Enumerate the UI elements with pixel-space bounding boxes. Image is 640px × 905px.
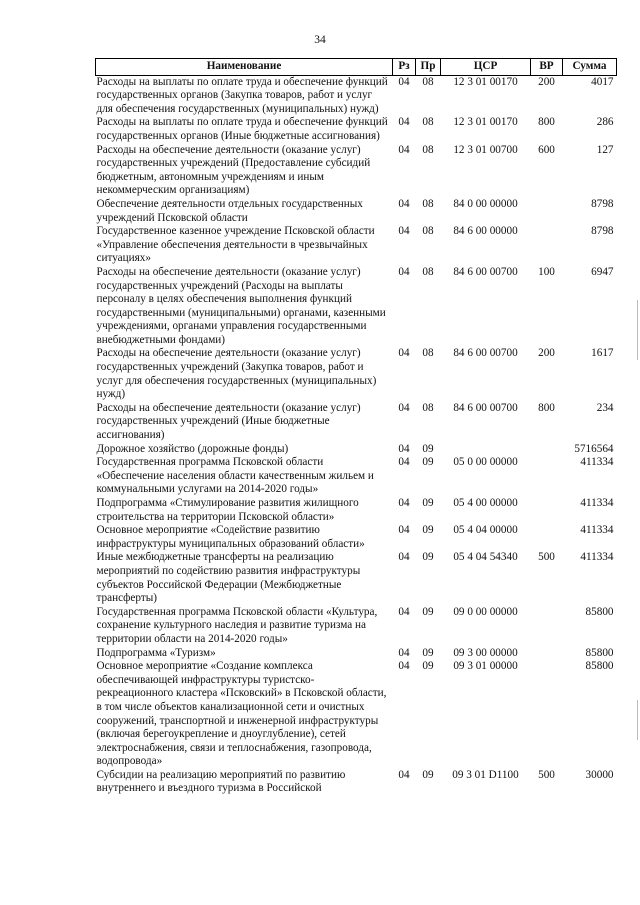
cell-sum: 8798 bbox=[591, 197, 614, 210]
scan-edge-mark bbox=[637, 300, 638, 360]
cell-name: Основное мероприятие «Создание комплекса обеспечивающей инфраструктуры туристско-рекреационного кластера «Псковский» в Псковской области, в том числе объектов канализационной сети и очистных сооружений, транспортной и инженерной инфраструктуры (включая берегоукрепление и дноуглубление), сетей электроснабжения, связи и теплоснабжения, газопровода, водопровода» bbox=[96, 660, 387, 768]
header-pr: Пр bbox=[416, 59, 441, 76]
table-row bbox=[96, 524, 617, 551]
table-row bbox=[96, 443, 617, 457]
cell-sum: 85800 bbox=[585, 646, 614, 659]
cell-pr: 08 bbox=[422, 347, 434, 360]
cell-csr: 09 3 01 D1100 bbox=[452, 768, 519, 781]
cell-csr: 05 4 00 00000 bbox=[453, 497, 518, 509]
cell-rz: 04 bbox=[398, 646, 410, 659]
cell-name: Дорожное хозяйство (дорожные фонды) bbox=[96, 442, 289, 455]
cell-pr: 08 bbox=[422, 265, 434, 278]
cell-pr: 09 bbox=[422, 768, 434, 781]
cell-rz: 04 bbox=[398, 197, 410, 210]
cell-csr: 84 6 00 00700 bbox=[453, 265, 518, 278]
cell-csr: 12 3 01 00700 bbox=[453, 143, 518, 156]
table-row bbox=[96, 198, 617, 225]
cell-rz: 04 bbox=[398, 768, 410, 781]
cell-vr bbox=[531, 456, 563, 497]
cell-rz: 04 bbox=[398, 660, 410, 673]
scan-edge-mark bbox=[637, 700, 638, 740]
cell-sum: 30000 bbox=[585, 768, 614, 781]
cell-sum: 411334 bbox=[580, 524, 614, 537]
table-row bbox=[96, 456, 617, 497]
cell-name: Субсидии на реализацию мероприятий по развитию внутреннего и въездного туризма в Российской bbox=[96, 768, 346, 795]
cell-csr: 84 6 00 00700 bbox=[453, 401, 518, 414]
cell-pr: 09 bbox=[422, 551, 434, 564]
cell-vr bbox=[531, 660, 563, 769]
cell-vr: 200 bbox=[538, 75, 555, 88]
cell-sum: 234 bbox=[596, 401, 614, 414]
cell-csr bbox=[441, 443, 531, 457]
cell-pr: 08 bbox=[422, 197, 434, 210]
cell-pr: 08 bbox=[422, 116, 434, 129]
cell-pr: 08 bbox=[422, 401, 434, 414]
table-row bbox=[96, 266, 617, 348]
cell-vr bbox=[531, 497, 563, 524]
cell-vr: 800 bbox=[538, 116, 555, 129]
cell-sum: 411334 bbox=[580, 551, 614, 564]
table-row bbox=[96, 347, 617, 401]
cell-name: Расходы на обеспечение деятельности (оказание услуг) государственных учреждений (Расходы на выплаты персоналу в целях обеспечения выполнения функций государственными (муниципальными) органами, казенными учреждениями, органами управления государственными внебюджетными фондами) bbox=[96, 265, 386, 346]
cell-rz: 04 bbox=[398, 265, 410, 278]
cell-rz: 04 bbox=[398, 456, 410, 469]
cell-name: Обеспечение деятельности отдельных государственных учреждений Псковской области bbox=[96, 197, 363, 224]
cell-sum: 8798 bbox=[591, 225, 614, 238]
cell-csr: 84 0 00 00000 bbox=[453, 197, 518, 210]
cell-pr: 09 bbox=[422, 524, 434, 537]
cell-name: Государственная программа Псковской области «Обеспечение населения области качественным жильем и коммунальными услугами на 2014-2020 годы» bbox=[96, 456, 374, 496]
cell-name: Подпрограмма «Туризм» bbox=[96, 646, 216, 659]
cell-sum: 411334 bbox=[580, 456, 614, 469]
cell-vr: 200 bbox=[538, 347, 555, 360]
header-vr: ВР bbox=[531, 59, 563, 76]
cell-rz: 04 bbox=[398, 442, 410, 455]
header-name: Наименование bbox=[96, 59, 393, 76]
table-row bbox=[96, 647, 617, 661]
table-row bbox=[96, 402, 617, 443]
cell-rz: 04 bbox=[398, 401, 410, 414]
table-row bbox=[96, 551, 617, 605]
cell-rz: 04 bbox=[398, 225, 410, 238]
cell-pr: 09 bbox=[422, 646, 434, 659]
cell-sum: 286 bbox=[596, 116, 614, 129]
cell-rz: 04 bbox=[398, 497, 410, 509]
cell-pr: 09 bbox=[422, 442, 434, 455]
cell-pr: 08 bbox=[422, 225, 434, 238]
cell-sum: 5716564 bbox=[574, 442, 614, 455]
cell-vr: 100 bbox=[538, 265, 555, 278]
cell-pr: 09 bbox=[422, 605, 434, 618]
table-row bbox=[96, 497, 617, 524]
cell-csr: 09 0 00 00000 bbox=[453, 605, 518, 618]
cell-rz: 04 bbox=[398, 75, 410, 88]
table-row bbox=[96, 606, 617, 647]
cell-rz: 04 bbox=[398, 605, 410, 618]
table-header-row bbox=[96, 59, 617, 76]
cell-rz: 04 bbox=[398, 143, 410, 156]
cell-csr: 05 4 04 00000 bbox=[453, 524, 518, 537]
cell-vr bbox=[531, 198, 563, 225]
cell-vr: 800 bbox=[538, 401, 555, 414]
cell-pr: 09 bbox=[422, 660, 434, 673]
cell-rz: 04 bbox=[398, 116, 410, 129]
header-rz: Рз bbox=[393, 59, 416, 76]
cell-pr: 09 bbox=[422, 497, 434, 509]
cell-csr: 09 3 00 00000 bbox=[453, 646, 518, 659]
cell-csr: 12 3 01 00170 bbox=[453, 75, 518, 88]
table-row bbox=[96, 769, 617, 796]
cell-vr bbox=[531, 606, 563, 647]
cell-name: Иные межбюджетные трансферты на реализацию мероприятий по содействию развития инфраструктуры субъектов Российской Федерации (Межбюджетные трансферты) bbox=[96, 551, 361, 605]
cell-sum: 85800 bbox=[585, 605, 614, 618]
cell-name: Расходы на выплаты по оплате труда и обеспечение функций государственных органов (Закупка товаров, работ и услуг для обеспечения государственных (муниципальных) нужд) bbox=[96, 75, 388, 115]
cell-vr: 500 bbox=[538, 551, 555, 564]
cell-name: Подпрограмма «Стимулирование развития жилищного строительства на территории Псковской области» bbox=[96, 497, 359, 523]
cell-sum: 6947 bbox=[591, 265, 614, 278]
budget-table bbox=[95, 58, 617, 796]
cell-csr: 84 6 00 00000 bbox=[453, 225, 518, 238]
cell-pr: 09 bbox=[422, 456, 434, 469]
cell-name: Государственное казенное учреждение Псковской области «Управление обеспечения деятельности в чрезвычайных ситуациях» bbox=[96, 225, 375, 265]
cell-name: Государственная программа Псковской области «Культура, сохранение культурного наследия и развитие туризма на территории области на 2014-2020 годы» bbox=[96, 605, 378, 645]
cell-sum: 1617 bbox=[591, 347, 614, 360]
header-csr: ЦСР bbox=[441, 59, 531, 76]
cell-vr bbox=[531, 225, 563, 266]
cell-vr: 600 bbox=[538, 143, 555, 156]
cell-rz: 04 bbox=[398, 551, 410, 564]
cell-vr bbox=[531, 443, 563, 457]
table-row bbox=[96, 116, 617, 143]
cell-vr bbox=[531, 647, 563, 661]
cell-csr: 05 0 00 00000 bbox=[453, 456, 518, 469]
cell-csr: 84 6 00 00700 bbox=[453, 347, 518, 360]
cell-pr: 08 bbox=[422, 75, 434, 88]
cell-sum: 4017 bbox=[591, 75, 614, 88]
table-row bbox=[96, 75, 617, 116]
cell-name: Расходы на обеспечение деятельности (оказание услуг) государственных учреждений (Предоставление субсидий бюджетным, автономным учреждениям и иным некоммерческим организациям) bbox=[96, 143, 371, 197]
cell-name: Расходы на обеспечение деятельности (оказание услуг) государственных учреждений (Иные бюджетные ассигнования) bbox=[96, 401, 361, 442]
cell-csr: 12 3 01 00170 bbox=[453, 116, 518, 129]
cell-sum: 85800 bbox=[585, 660, 614, 673]
cell-pr: 08 bbox=[422, 143, 434, 156]
cell-vr bbox=[531, 524, 563, 551]
cell-vr: 500 bbox=[538, 768, 555, 781]
cell-rz: 04 bbox=[398, 347, 410, 360]
cell-name: Основное мероприятие «Содействие развитию инфраструктуры муниципальных образований области» bbox=[96, 524, 365, 550]
cell-rz: 04 bbox=[398, 524, 410, 537]
table-row bbox=[96, 225, 617, 266]
cell-sum: 127 bbox=[596, 143, 614, 156]
cell-csr: 09 3 01 00000 bbox=[453, 660, 518, 673]
table-row bbox=[96, 144, 617, 198]
cell-name: Расходы на выплаты по оплате труда и обеспечение функций государственных органов (Иные бюджетные ассигнования) bbox=[96, 116, 388, 142]
cell-csr: 05 4 04 54340 bbox=[453, 551, 518, 564]
header-sum: Сумма bbox=[563, 59, 617, 76]
page-number: 34 bbox=[314, 34, 326, 46]
cell-sum: 411334 bbox=[580, 497, 614, 509]
table-row bbox=[96, 660, 617, 769]
table-body bbox=[96, 75, 617, 796]
cell-name: Расходы на обеспечение деятельности (оказание услуг) государственных учреждений (Закупка товаров, работ и услуг для обеспечения государственных (муниципальных) нужд) bbox=[96, 347, 377, 401]
